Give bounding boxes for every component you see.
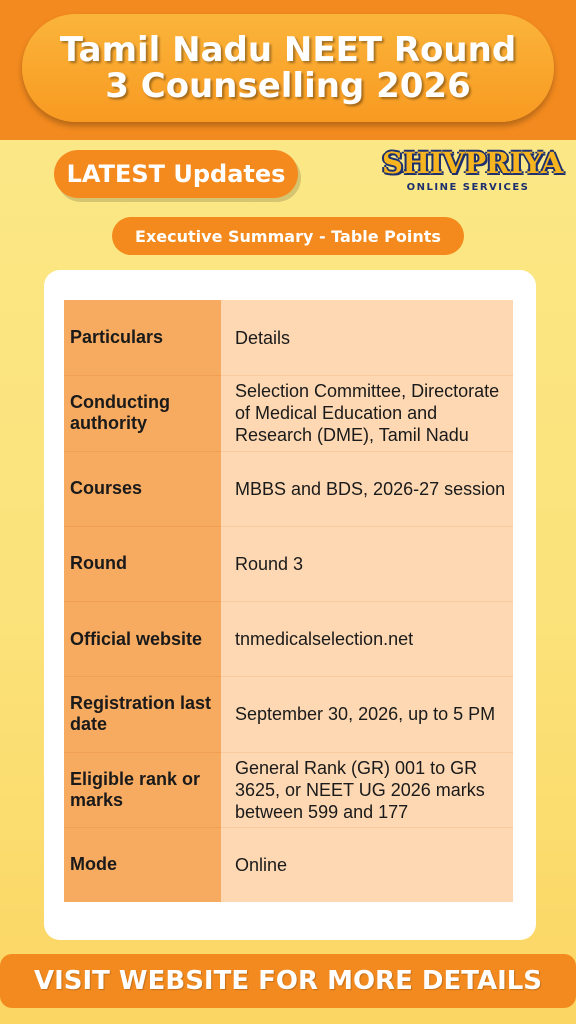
row-label: Particulars	[64, 300, 221, 375]
table-row	[64, 375, 513, 450]
table-row	[64, 300, 513, 375]
summary-table	[64, 300, 513, 902]
table-row	[64, 752, 513, 827]
table-row	[64, 676, 513, 751]
executive-summary-badge: Executive Summary - Table Points	[112, 217, 464, 255]
row-value: Details	[221, 300, 513, 375]
row-label: Courses	[64, 451, 221, 526]
row-value: Online	[221, 827, 513, 902]
logo-wordmark: SHIVPRIYA	[382, 146, 563, 180]
row-label: Mode	[64, 827, 221, 902]
logo-tagline: ONLINE SERVICES	[406, 182, 530, 193]
row-value: Selection Committee, Directorate of Medical Education and Research (DME), Tamil Nadu	[221, 375, 513, 450]
shivpriya-logo	[382, 146, 563, 202]
row-value: MBBS and BDS, 2026-27 session	[221, 451, 513, 526]
row-label: Conducting authority	[64, 375, 221, 450]
title-banner	[22, 14, 554, 122]
table-row	[64, 451, 513, 526]
visit-website-button[interactable]: VISIT WEBSITE FOR MORE DETAILS	[0, 954, 576, 1008]
row-value: Round 3	[221, 526, 513, 601]
table-row	[64, 526, 513, 601]
table-row	[64, 601, 513, 676]
row-label: Official website	[64, 601, 221, 676]
row-value: September 30, 2026, up to 5 PM	[221, 676, 513, 751]
latest-updates-badge: LATEST Updates	[54, 150, 298, 198]
row-label: Eligible rank or marks	[64, 752, 221, 827]
row-value: General Rank (GR) 001 to GR 3625, or NEET UG 2026 marks between 599 and 177	[221, 752, 513, 827]
row-label: Round	[64, 526, 221, 601]
row-value[interactable]: tnmedicalselection.net	[221, 601, 513, 676]
page-title: Tamil Nadu NEET Round 3 Counselling 2026	[59, 30, 517, 106]
row-label: Registration last date	[64, 676, 221, 751]
table-row	[64, 827, 513, 902]
